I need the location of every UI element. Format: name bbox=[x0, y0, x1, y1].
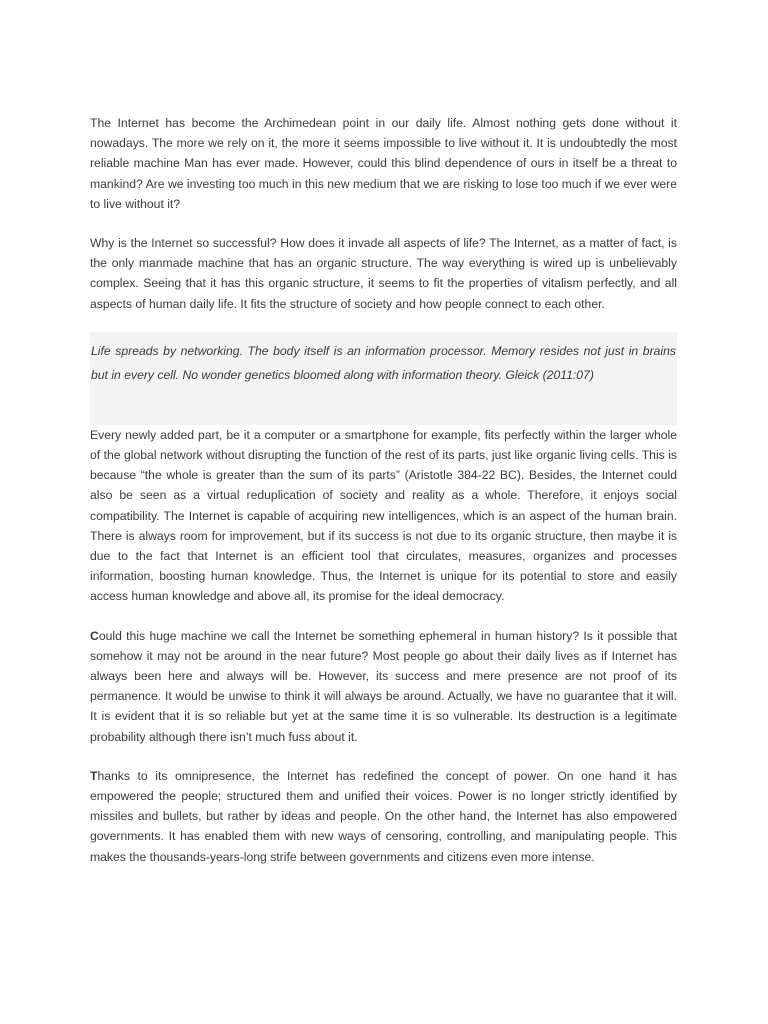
paragraph-spacer bbox=[90, 607, 677, 626]
paragraph-success: Why is the Internet so successful? How does it invade all aspects of life? The Internet, as a matter of fact, is the only manmade machine that has an organic structure. The way everything is wired up is unbelievably complex. Seeing that it has this organic structure, it seems to fit the properties of vitalism perfectly, and all aspects of human daily life. It fits the structure of society and how people connect to each other. bbox=[90, 236, 677, 311]
paragraph-text: ould this huge machine we call the Internet be something ephemeral in human history? Is it possible that somehow it may not be around in the near future? Most people go about their daily lives as if Internet has always been here and always will be. However, its success and mere presence are not proof of its permanence. It would be unwise to think it will always be around. Actually, we have no guarantee that it will. It is evident that it is so reliable but yet at the same time it is so vulnerable. Its destruction is a legitimate probability although there isn’t much fuss about it. bbox=[90, 628, 677, 744]
paragraph-text: hanks to its omnipresence, the Internet has redefined the concept of power. On one hand it has empowered the people; structured them and unified their voices. Power is no longer strictly identified by missiles and bullets, but rather by ideas and people. On the other hand, the Internet has also empowered governments. It has enabled them with new ways of censoring, controlling, and manipulating people. This makes the thousands-years-long strife between governments and citizens even more intense. bbox=[90, 768, 677, 864]
paragraph-intro: The Internet has become the Archimedean point in our daily life. Almost nothing gets done without it nowadays. The more we rely on it, the more it seems impossible to live without it. It is undoubtedly the most reliable machine Man has ever made. However, could this blind dependence of ours in itself be a threat to mankind? Are we investing too much in this new medium that we are risking to lose too much if we ever were to live without it? bbox=[90, 116, 677, 211]
paragraph-power bbox=[90, 766, 677, 867]
paragraph-organic: Every newly added part, be it a computer or a smartphone for example, fits perfectly within the larger whole of the global network without disrupting the function of the rest of its parts, just like organic living cells. This is because “the whole is greater than the sum of its parts” (Aristotle 384-22 BC). Besides, the Internet could also be seen as a virtual reduplication of society and reality as a whole. Therefore, it enjoys social compatibility. The Internet is capable of acquiring new intelligences, which is an aspect of the human brain. There is always room for improvement, but if its success is not due to its organic structure, then maybe it is due to the fact that Internet is an efficient tool that circulates, measures, organizes and processes information, boosting human knowledge. Thus, the Internet is unique for its potential to store and easily access human knowledge and above all, its promise for the ideal democracy. bbox=[90, 427, 677, 604]
paragraph-initial: C bbox=[90, 628, 99, 643]
document-body bbox=[90, 113, 677, 867]
paragraph-spacer bbox=[90, 747, 677, 766]
quote-text: Life spreads by networking. The body itself is an information processor. Memory resides not just in brains but in every cell. No wonder genetics bloomed along with information theory. Gleick (2011:07) bbox=[91, 343, 676, 383]
paragraph-initial: T bbox=[90, 768, 98, 783]
blockquote bbox=[90, 332, 677, 425]
paragraph-ephemeral bbox=[90, 626, 677, 747]
paragraph-spacer bbox=[90, 214, 677, 233]
